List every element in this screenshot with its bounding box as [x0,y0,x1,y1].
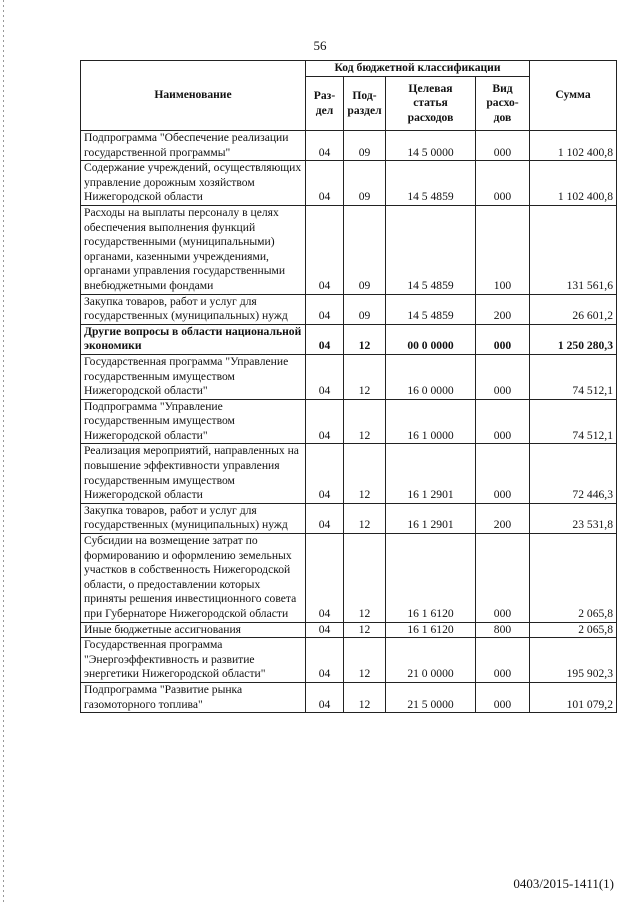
row-name: Иные бюджетные ассигнования [81,622,306,638]
row-podrazdel: 09 [344,161,386,206]
row-sum: 195 902,3 [530,638,617,683]
table-row [81,324,617,354]
table-row [81,399,617,444]
table-row [81,638,617,683]
row-name: Государственная программа "Энергоэффективность и развитие энергетики Нижегородской области" [81,638,306,683]
row-razdel: 04 [306,324,344,354]
header-sum: Сумма [530,61,617,131]
row-podrazdel: 12 [344,622,386,638]
table-row [81,534,617,623]
header-podrazdel: Под- раздел [344,77,386,131]
row-target-article: 16 0 0000 [386,354,476,399]
row-target-article: 14 5 0000 [386,131,476,161]
row-expense-type: 000 [476,161,530,206]
document-code: 0403/2015-1411(1) [513,876,614,891]
row-sum: 101 079,2 [530,682,617,712]
row-expense-type: 000 [476,534,530,623]
row-razdel: 04 [306,354,344,399]
row-name: Подпрограмма "Обеспечение реализации государственной программы" [81,131,306,161]
row-expense-type: 200 [476,503,530,533]
row-razdel: 04 [306,294,344,324]
row-name: Подпрограмма "Развитие рынка газомоторного топлива" [81,682,306,712]
row-sum: 131 561,6 [530,205,617,294]
row-podrazdel: 09 [344,131,386,161]
row-expense-type: 100 [476,205,530,294]
table-row [81,294,617,324]
row-name: Подпрограмма "Управление государственным имуществом Нижегородской области" [81,399,306,444]
row-podrazdel: 12 [344,503,386,533]
row-target-article: 16 1 6120 [386,534,476,623]
header-target-article: Целевая статья расходов [386,77,476,131]
row-expense-type: 000 [476,682,530,712]
table-row [81,622,617,638]
row-expense-type: 000 [476,444,530,503]
row-sum: 23 531,8 [530,503,617,533]
row-name: Закупка товаров, работ и услуг для государственных (муниципальных) нужд [81,503,306,533]
row-name: Другие вопросы в области национальной экономики [81,324,306,354]
row-razdel: 04 [306,399,344,444]
table-row [81,682,617,712]
row-sum: 74 512,1 [530,354,617,399]
row-razdel: 04 [306,503,344,533]
row-target-article: 14 5 4859 [386,205,476,294]
row-name: Субсидии на возмещение затрат по формированию и оформлению земельных участков в собственность Нижегородской области, о предоставлении которых приняты решения инвестиционного совета при Губернаторе Нижегородской области [81,534,306,623]
row-expense-type: 800 [476,622,530,638]
row-target-article: 14 5 4859 [386,161,476,206]
row-sum: 2 065,8 [530,534,617,623]
row-podrazdel: 12 [344,444,386,503]
row-razdel: 04 [306,638,344,683]
table-row [81,503,617,533]
row-target-article: 21 5 0000 [386,682,476,712]
budget-table [80,60,617,713]
row-razdel: 04 [306,682,344,712]
row-razdel: 04 [306,534,344,623]
row-razdel: 04 [306,161,344,206]
row-expense-type: 000 [476,638,530,683]
table-row [81,354,617,399]
row-sum: 2 065,8 [530,622,617,638]
row-podrazdel: 09 [344,205,386,294]
row-podrazdel: 12 [344,638,386,683]
row-razdel: 04 [306,622,344,638]
scan-left-edge [3,0,4,905]
row-target-article: 16 1 6120 [386,622,476,638]
header-classification-group: Код бюджетной классификации [306,61,530,77]
row-target-article: 16 1 2901 [386,503,476,533]
table-row [81,205,617,294]
row-target-article: 21 0 0000 [386,638,476,683]
table-row [81,131,617,161]
row-target-article: 14 5 4859 [386,294,476,324]
row-target-article: 16 1 2901 [386,444,476,503]
page-number: 56 [313,38,327,53]
row-sum: 26 601,2 [530,294,617,324]
row-target-article: 00 0 0000 [386,324,476,354]
header-expense-type: Вид расхо- дов [476,77,530,131]
row-target-article: 16 1 0000 [386,399,476,444]
row-sum: 72 446,3 [530,444,617,503]
row-sum: 1 102 400,8 [530,161,617,206]
row-podrazdel: 12 [344,682,386,712]
row-name: Содержание учреждений, осуществляющих управление дорожным хозяйством Нижегородской области [81,161,306,206]
row-razdel: 04 [306,444,344,503]
table-row [81,444,617,503]
header-razdel: Раз- дел [306,77,344,131]
row-name: Государственная программа "Управление государственным имуществом Нижегородской области" [81,354,306,399]
row-podrazdel: 12 [344,534,386,623]
row-podrazdel: 09 [344,294,386,324]
row-podrazdel: 12 [344,399,386,444]
row-podrazdel: 12 [344,324,386,354]
header-name: Наименование [81,61,306,131]
table-row [81,161,617,206]
row-expense-type: 000 [476,399,530,444]
row-razdel: 04 [306,131,344,161]
row-expense-type: 000 [476,131,530,161]
row-expense-type: 200 [476,294,530,324]
row-name: Расходы на выплаты персоналу в целях обеспечения выполнения функций государственными (муниципальными) органами, казенными учреждениями, органами управления государственными внебюджетными фондами [81,205,306,294]
row-sum: 1 250 280,3 [530,324,617,354]
row-name: Реализация мероприятий, направленных на повышение эффективности управления государственным имуществом Нижегородской области [81,444,306,503]
row-expense-type: 000 [476,324,530,354]
row-sum: 74 512,1 [530,399,617,444]
row-razdel: 04 [306,205,344,294]
row-name: Закупка товаров, работ и услуг для государственных (муниципальных) нужд [81,294,306,324]
row-sum: 1 102 400,8 [530,131,617,161]
row-expense-type: 000 [476,354,530,399]
row-podrazdel: 12 [344,354,386,399]
